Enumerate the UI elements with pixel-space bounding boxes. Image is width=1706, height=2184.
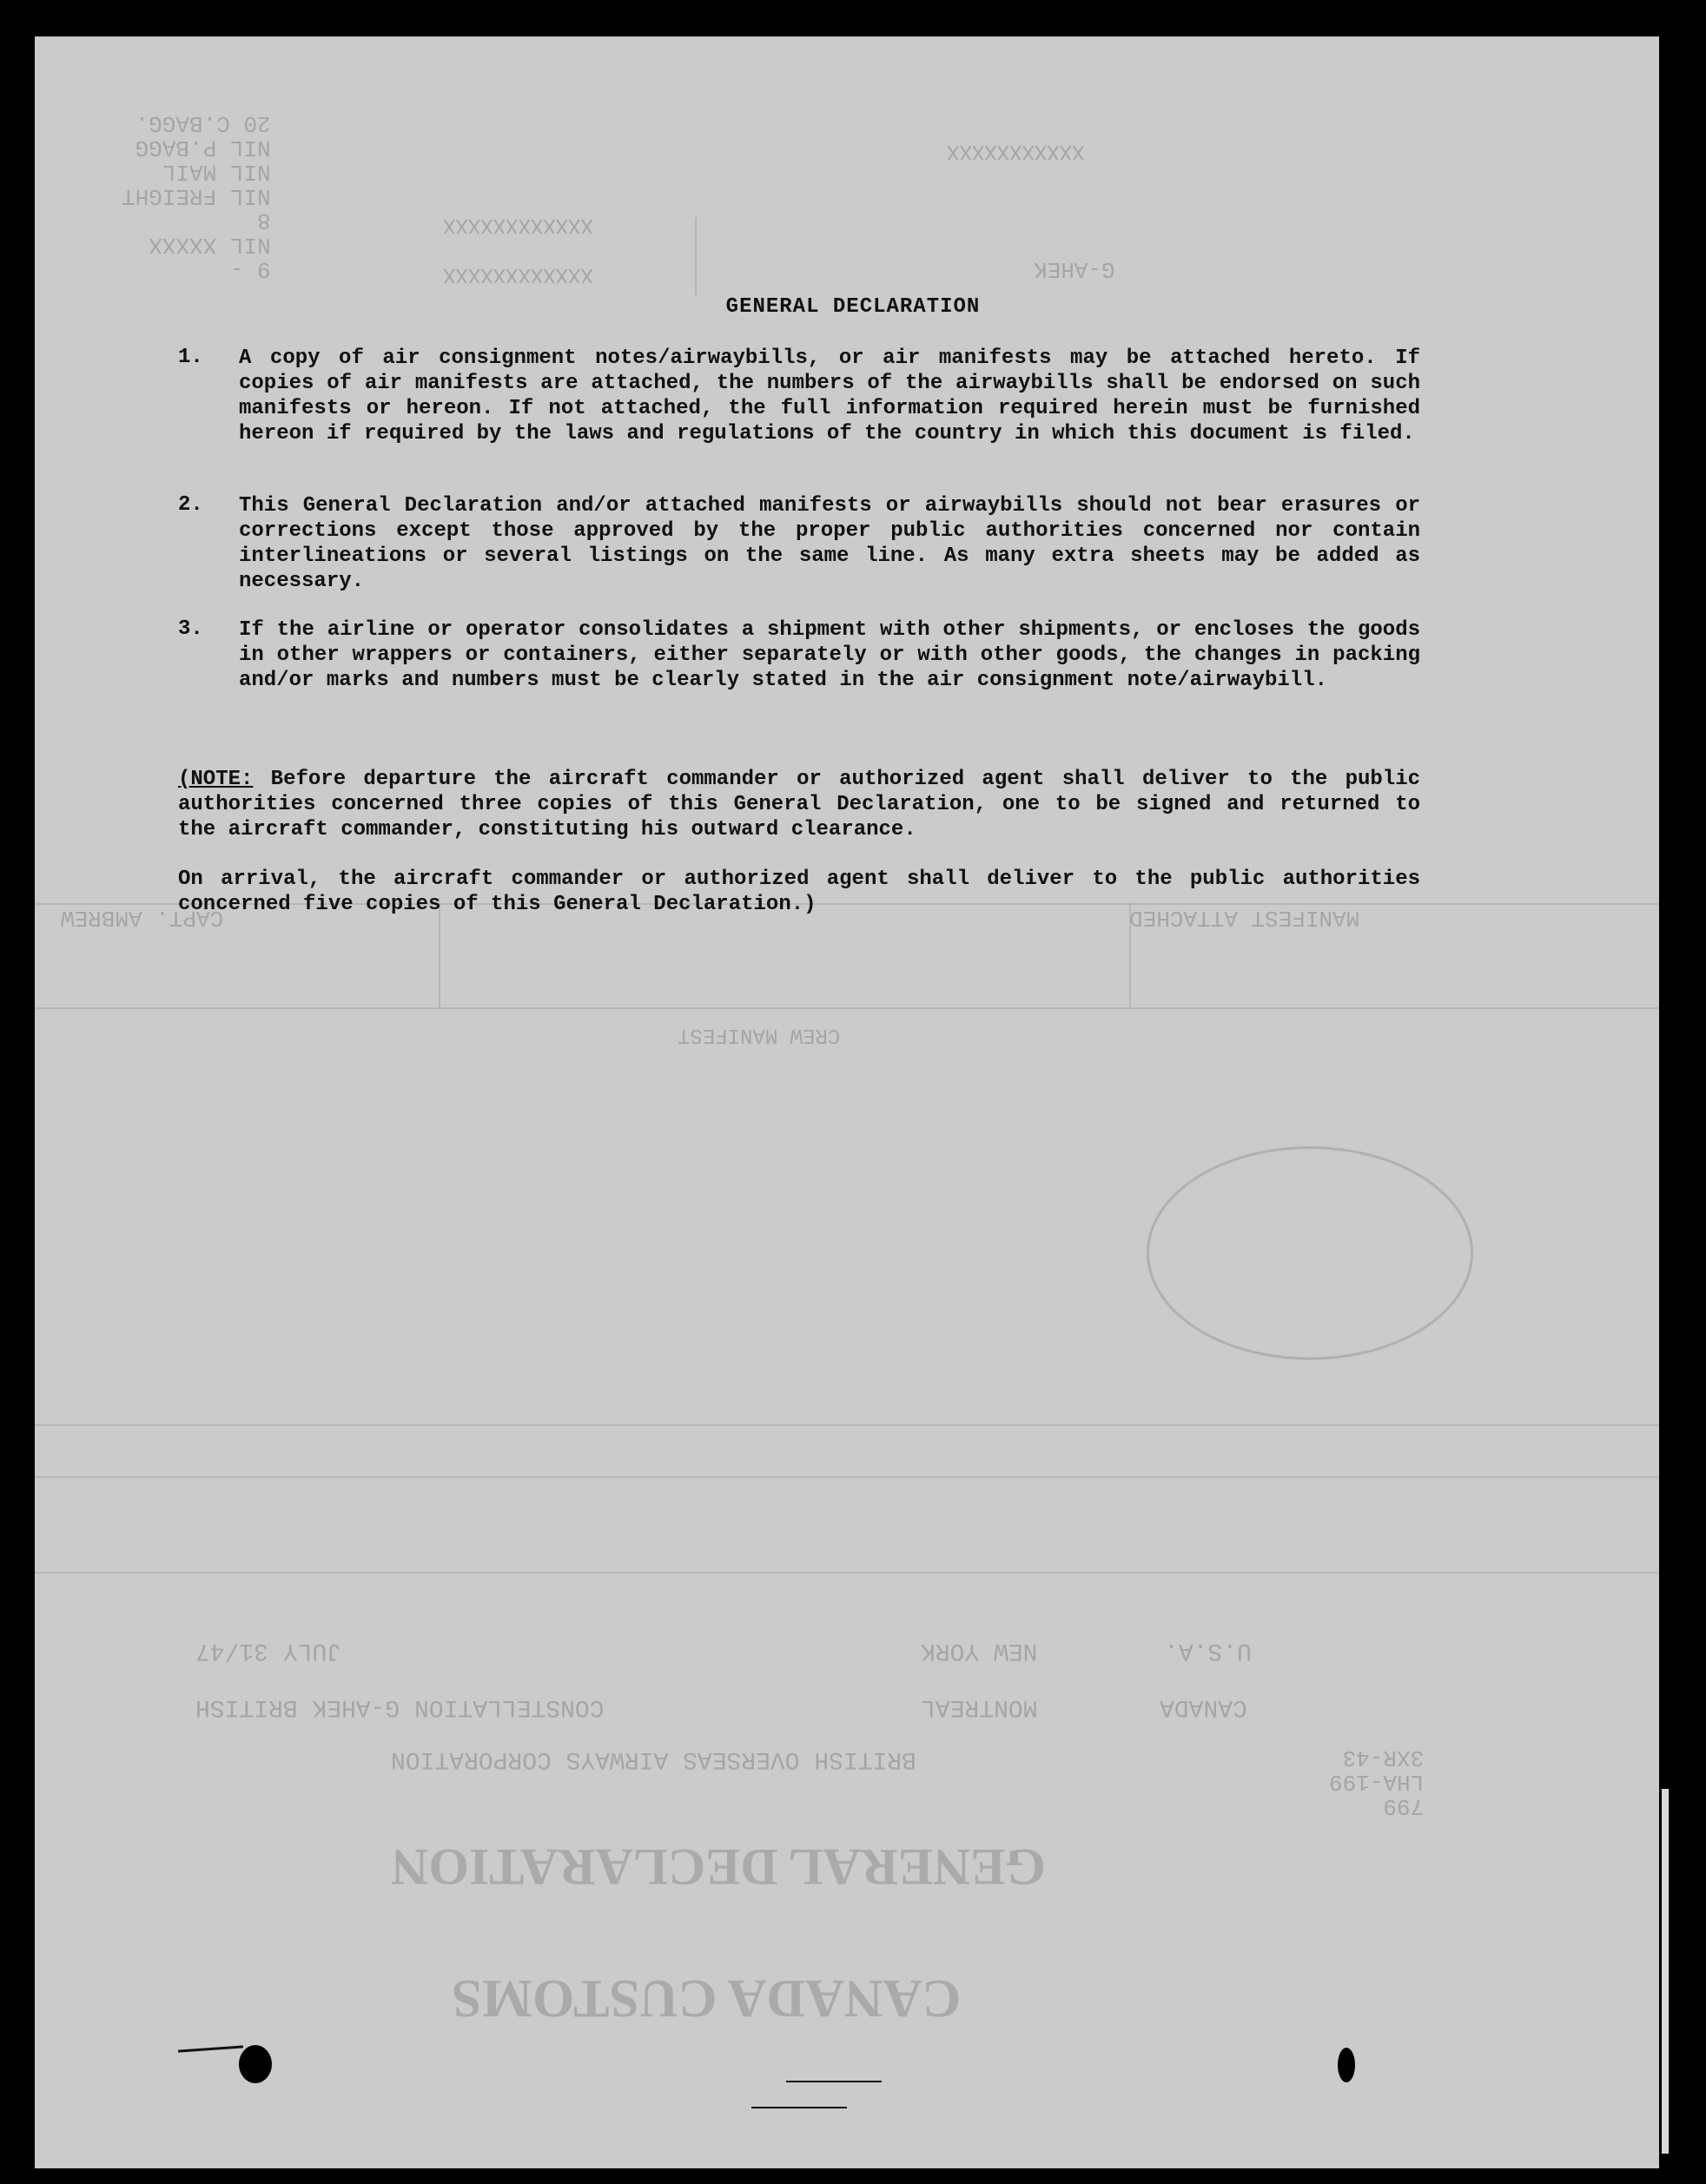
form-rule <box>35 1007 1659 1009</box>
note-label: (NOTE: <box>178 768 254 791</box>
bleed-code: LHA-199 <box>1329 1769 1425 1795</box>
item-text: A copy of air consignment notes/airwaybills, or air manifests may be attached hereto. If copies of air manifests are attached, the numbers of the airwaybills shall be endorsed on such manifests or hereon. If not attached, the full information required herein must be furnished hereon if required by the laws and regulations of the country in which this document is filed. <box>239 346 1420 445</box>
bleed-aircraft: CONSTELLATION G-AHEK BRITISH <box>195 1693 605 1720</box>
form-rule <box>35 1476 1659 1478</box>
ink-mark <box>786 2081 882 2082</box>
bleed-registration: G-AHEK <box>1034 256 1115 282</box>
bleed-line: NIL MAIL <box>162 159 271 185</box>
bleed-crew: CREW MANIFEST <box>678 1023 841 1046</box>
bleed-line: NIL P.BAGG <box>135 135 271 161</box>
page-title: GENERAL DECLARATION <box>725 295 981 319</box>
bleed-x-field: XXXXXXXXXXX <box>947 139 1085 162</box>
ink-blot <box>239 2045 272 2083</box>
bleed-city: NEW YORK <box>921 1637 1038 1664</box>
bleed-x-field: XXXXXXXXXXXX <box>443 213 593 236</box>
bleed-codes <box>1329 1745 1424 1818</box>
bleed-manifest: MANIFEST ATTACHED <box>1129 905 1360 931</box>
bleed-heading: GENERAL DECLARATION <box>391 1838 1047 1896</box>
bleed-captain: CAPT. AMBREW <box>61 905 224 931</box>
bleed-country: U.S.A. <box>1164 1637 1252 1664</box>
bleed-city: MONTREAL <box>921 1693 1038 1720</box>
bleed-code: 3XR-43 <box>1342 1745 1425 1771</box>
form-rule <box>35 1424 1659 1426</box>
item-text: This General Declaration and/or attached manifests or airwaybills should not bear erasures or corrections except those approved by the proper public authorities concerned nor contain interlineations or several listings on the same line. As many extra sheets may be added as necessary. <box>239 494 1420 593</box>
bleed-line: 9 - <box>229 256 271 282</box>
customs-stamp-bleed <box>1147 1146 1473 1360</box>
bleed-x-field: XXXXXXXXXXXX <box>443 262 593 286</box>
form-rule <box>35 1572 1659 1574</box>
form-rule <box>439 903 440 1007</box>
item-number: 2. <box>178 493 203 517</box>
item-number: 3. <box>178 617 203 641</box>
arrival-paragraph: On arrival, the aircraft commander or authorized agent shall deliver to the public authorities concerned five copies of this General Declaration.) <box>178 868 1420 916</box>
bleed-through-list <box>122 111 271 281</box>
bleed-date: JULY 31/47 <box>195 1637 342 1664</box>
note-paragraph <box>178 767 1420 842</box>
bleed-country: CANADA <box>1160 1693 1247 1720</box>
item-number: 1. <box>178 346 203 369</box>
bleed-line: 8 <box>257 208 271 234</box>
bleed-code: 799 <box>1383 1793 1425 1819</box>
scan-border <box>1661 0 1706 2184</box>
bleed-operator: BRITISH OVERSEAS AIRWAYS CORPORATION <box>391 1745 916 1772</box>
item-text: If the airline or operator consolidates a shipment with other shipments, or encloses the goods in other wrappers or containers, either separately or with other goods, the changes in packing and/or marks and numbers must be clearly stated in the air consignment note/airwaybill. <box>239 618 1420 692</box>
form-rule <box>695 217 697 295</box>
ink-mark <box>751 2107 847 2108</box>
note-text: Before departure the aircraft commander or authorized agent shall deliver to the public authorities concerned three copies of this General Declaration, one to be signed and returned to the aircraft commander, constituting his outward clearance. <box>178 768 1420 841</box>
bleed-line: NIL FREIGHT <box>122 183 271 209</box>
bleed-line: NIL XXXXX <box>149 232 271 258</box>
bleed-line: 20 C.BAGG. <box>135 110 271 136</box>
bleed-customs: CANADA CUSTOMS <box>452 1969 962 2028</box>
ink-blot <box>1338 2048 1355 2082</box>
